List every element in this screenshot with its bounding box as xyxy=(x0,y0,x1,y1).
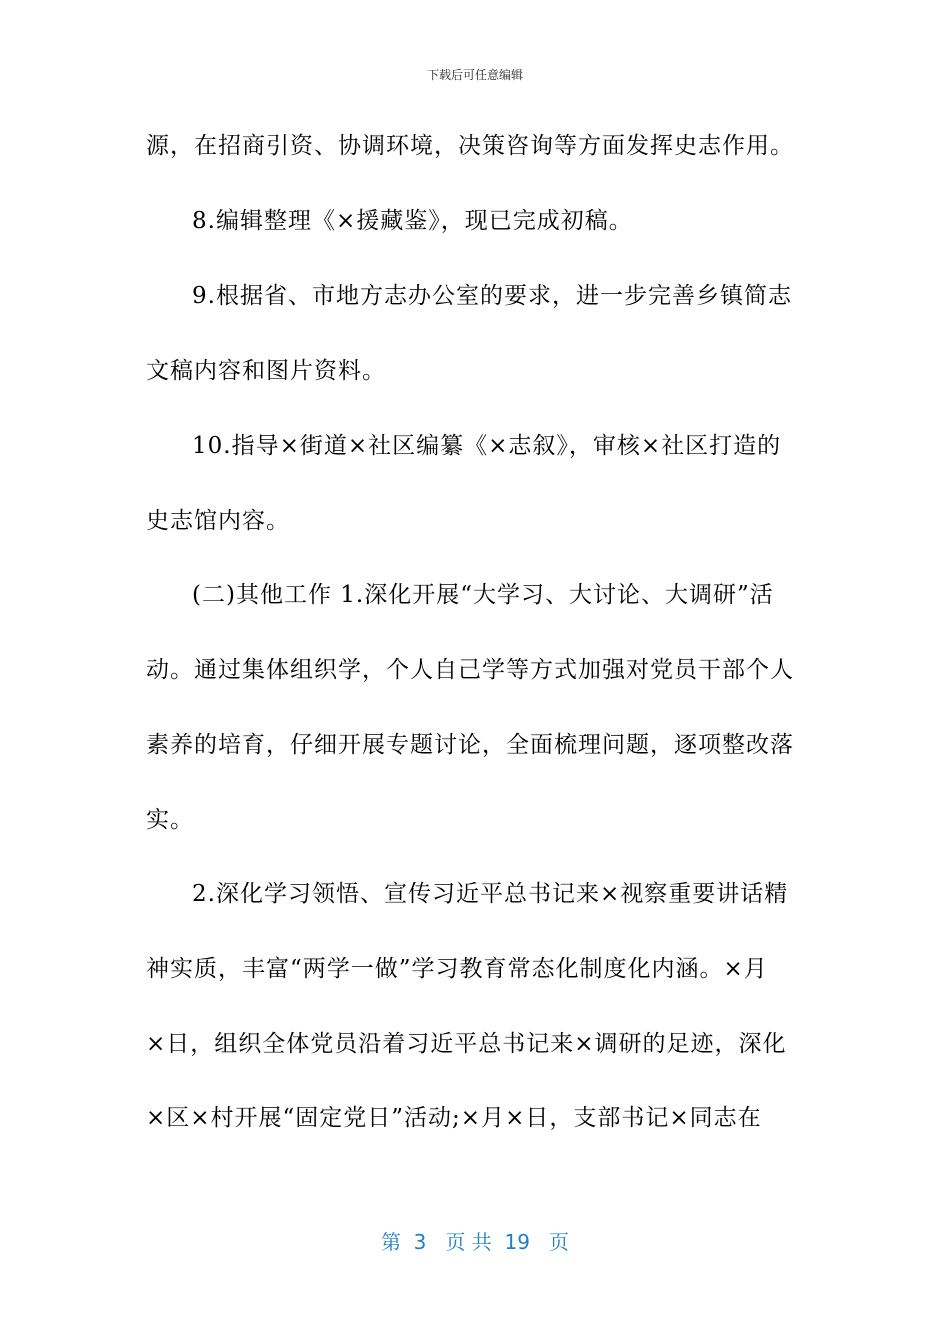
text-line: 实。 xyxy=(146,807,194,833)
header-note: 下载后可任意编辑 xyxy=(426,68,523,82)
text-line: 2.深化学习领悟、宣传习近平总书记来×视察重要讲话精 xyxy=(192,881,789,907)
text-line: 动。通过集体组织学，个人自己学等方式加强对党员干部个人 xyxy=(146,657,794,683)
text-line: 素养的培育，仔细开展专题讨论，全面梳理问题，逐项整改落 xyxy=(146,732,794,758)
text-line: 史志馆内容。 xyxy=(146,508,290,534)
text-line: 8.编辑整理《×援藏鉴》，现已完成初稿。 xyxy=(192,208,633,234)
text-line: ×日，组织全体党员沿着习近平总书记来×调研的足迹，深化 xyxy=(146,1031,787,1057)
page-number-footer: 第 3 页 共 19 页 xyxy=(380,1230,570,1254)
text-line: 10.指导×街道×社区编纂《×志叙》，审核×社区打造的 xyxy=(192,433,782,459)
text-line: (二)其他工作 1.深化开展“大学习、大讨论、大调研”活 xyxy=(192,582,774,608)
text-line: 神实质，丰富“两学一做”学习教育常态化制度化内涵。×月 xyxy=(146,956,768,982)
text-line: ×区×村开展“固定党日”活动;×月×日，支部书记×同志在 xyxy=(146,1105,762,1131)
text-line: 9.根据省、市地方志办公室的要求，进一步完善乡镇简志 xyxy=(192,283,792,309)
text-line: 文稿内容和图片资料。 xyxy=(146,358,386,384)
text-line: 源，在招商引资、协调环境，决策咨询等方面发挥史志作用。 xyxy=(146,133,794,159)
